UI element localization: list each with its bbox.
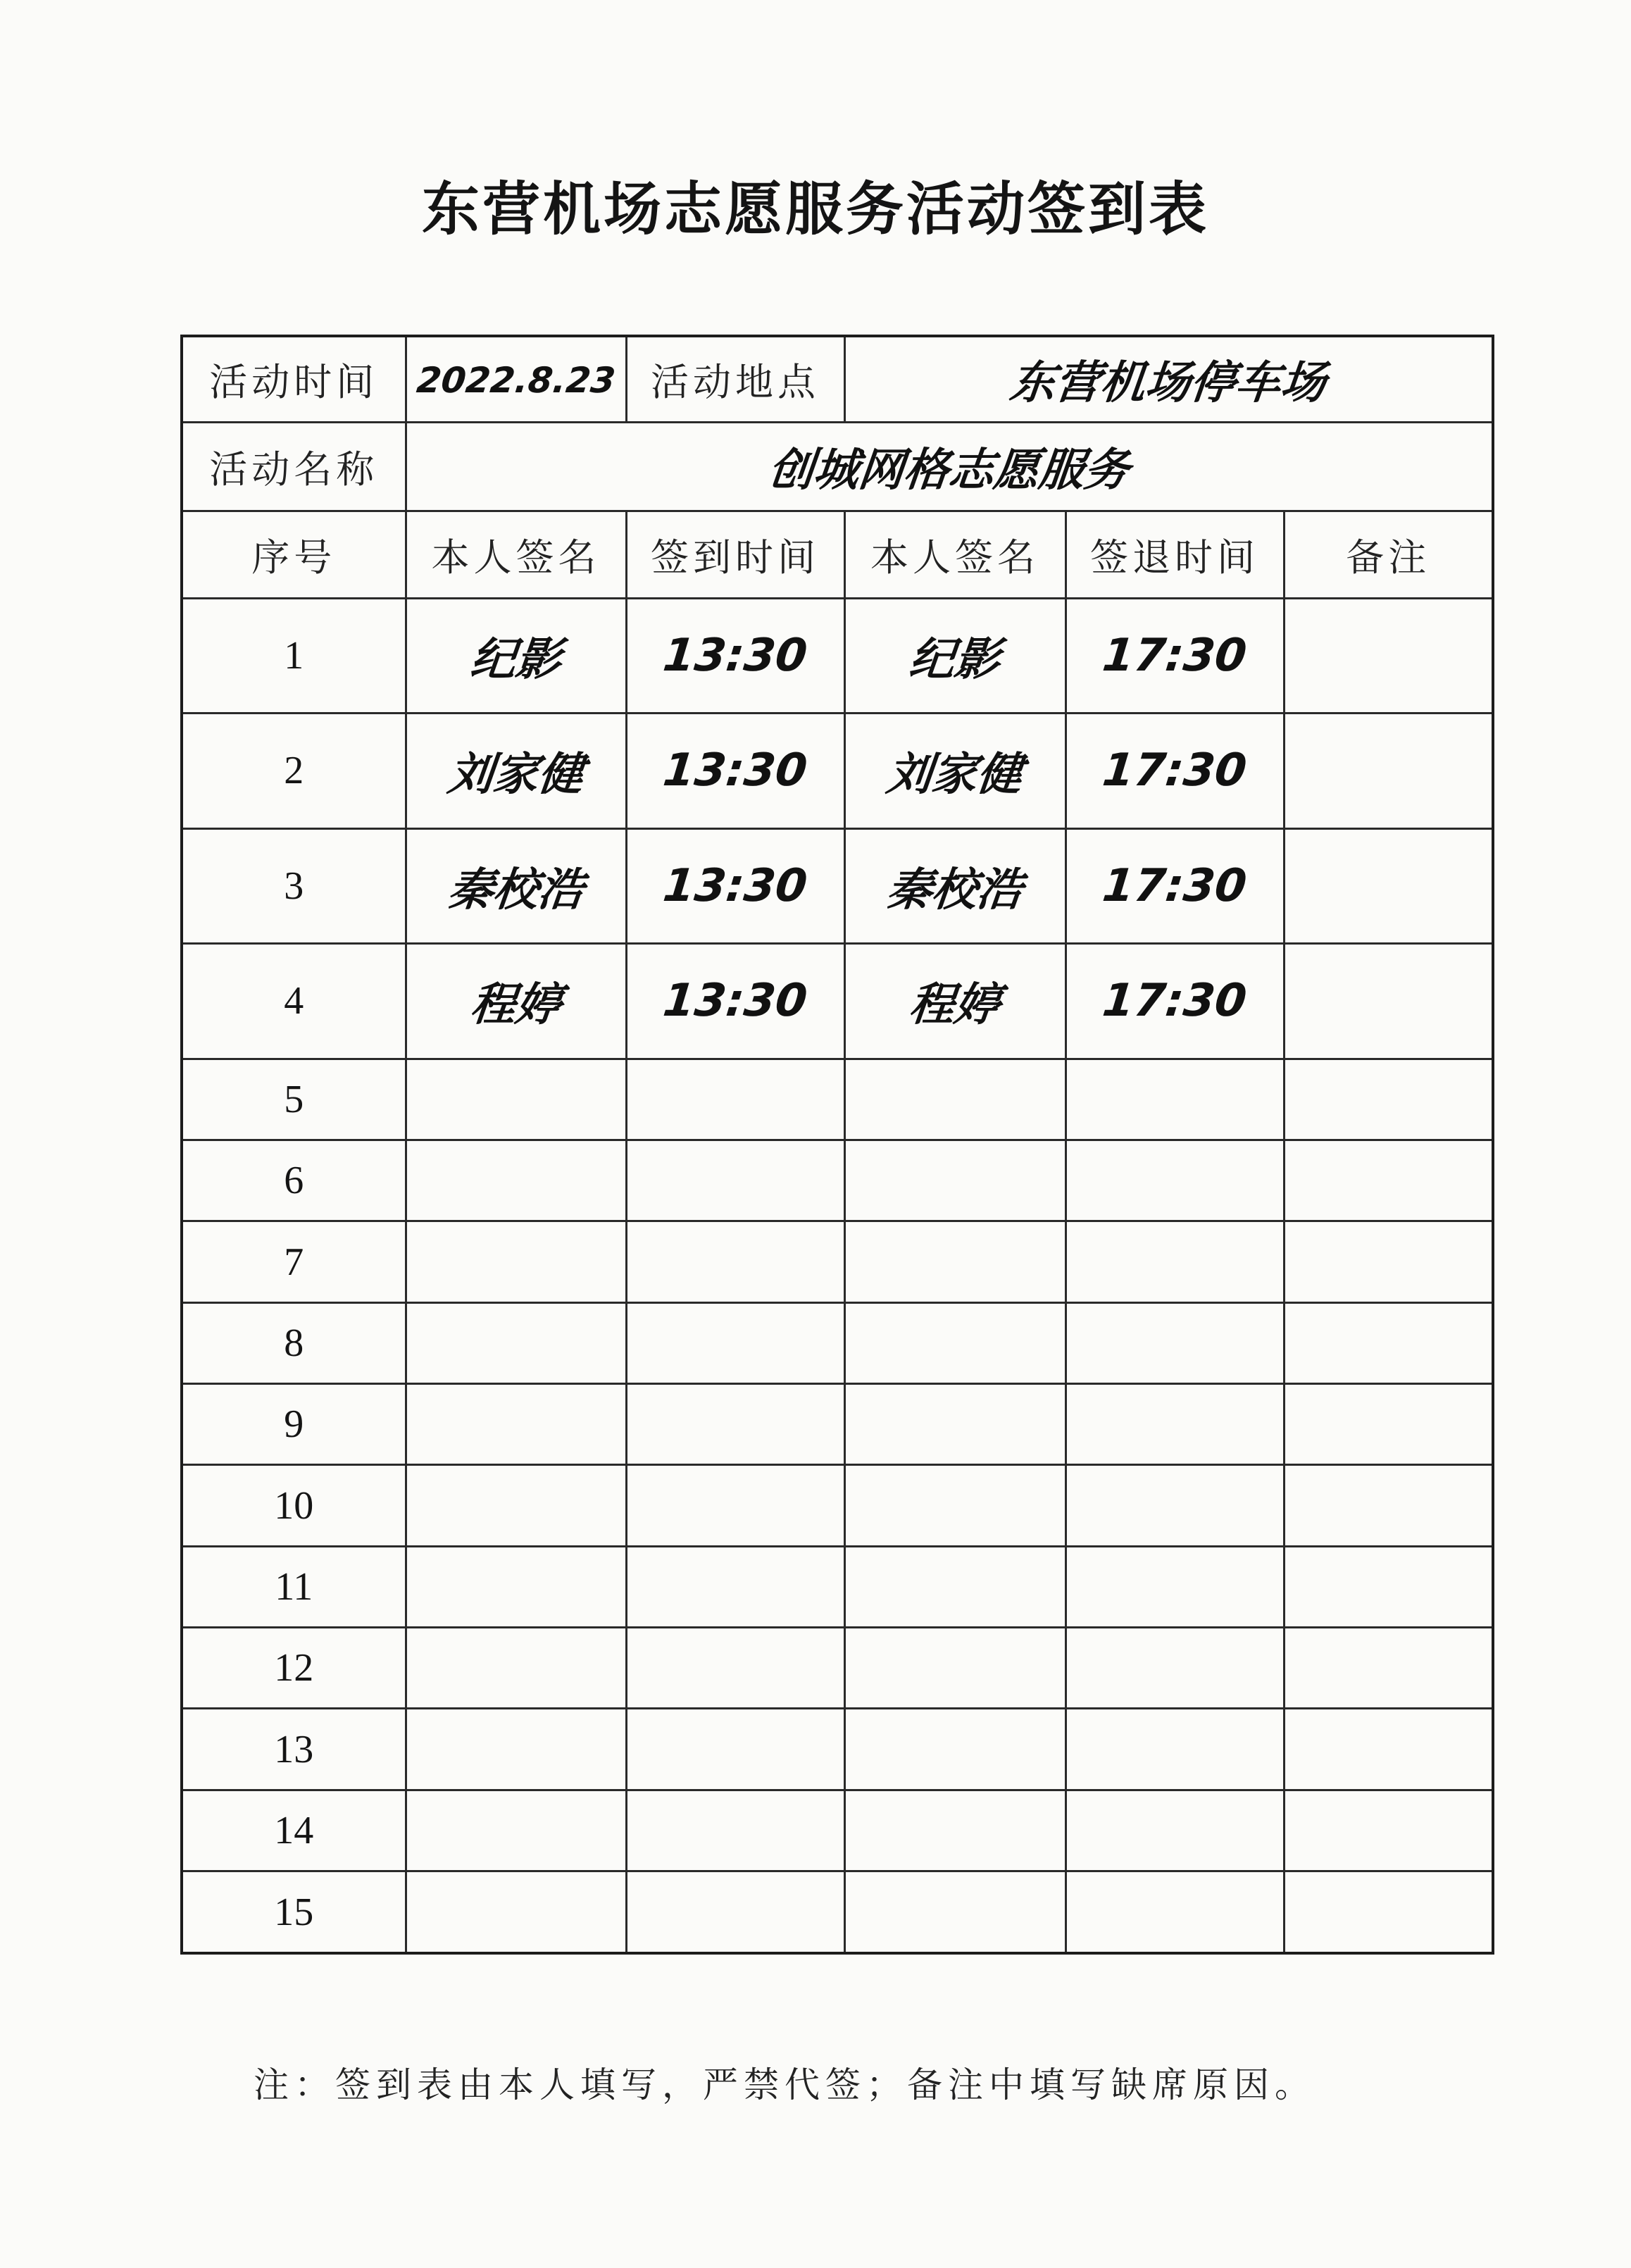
sign-in-time[interactable]: [626, 1302, 844, 1383]
sign-out-time-text: 17:30: [1100, 975, 1249, 1028]
sign-out-time[interactable]: [1066, 1465, 1284, 1546]
row-number-text: 3: [284, 864, 304, 908]
row-number: [182, 1465, 406, 1546]
row-number-text: 10: [274, 1483, 314, 1528]
remark-cell[interactable]: [1284, 1059, 1493, 1140]
sign-out-signature[interactable]: [844, 828, 1066, 944]
row-number-text: 4: [284, 979, 304, 1023]
sign-out-time[interactable]: [1066, 598, 1284, 714]
sign-out-signature[interactable]: [844, 1628, 1066, 1709]
sign-out-time[interactable]: [1066, 944, 1284, 1059]
activity-name-value[interactable]: [406, 422, 1493, 511]
row-number-text: 12: [274, 1646, 314, 1690]
sign-in-time[interactable]: [626, 1628, 844, 1709]
remark-cell[interactable]: [1284, 1871, 1493, 1953]
table-row: [182, 944, 1493, 1059]
sign-out-signature-text: 程婷: [906, 979, 1003, 1032]
info-row-name: [182, 422, 1493, 511]
sign-in-signature-text: 纪影: [467, 633, 563, 686]
table-row: [182, 1059, 1493, 1140]
sign-in-time-text: 13:30: [661, 859, 810, 912]
sign-out-time[interactable]: [1066, 1221, 1284, 1302]
remark-cell[interactable]: [1284, 944, 1493, 1059]
sign-in-signature[interactable]: [406, 1628, 626, 1709]
sign-in-time[interactable]: [626, 828, 844, 944]
table-row: [182, 1221, 1493, 1302]
sign-in-time-text: 13:30: [661, 975, 810, 1028]
sign-in-signature[interactable]: [406, 1140, 626, 1221]
row-number: [182, 1384, 406, 1465]
sign-out-time[interactable]: [1066, 1384, 1284, 1465]
sign-in-signature-text: 刘家健: [444, 749, 586, 802]
row-number-text: 7: [284, 1240, 304, 1284]
row-number: [182, 714, 406, 829]
sign-out-time[interactable]: [1066, 1871, 1284, 1953]
sign-out-signature[interactable]: [844, 1790, 1066, 1871]
sign-out-signature[interactable]: [844, 1465, 1066, 1546]
sign-out-time[interactable]: [1066, 828, 1284, 944]
table-row: [182, 1465, 1493, 1546]
sign-in-time[interactable]: [626, 1384, 844, 1465]
sign-out-signature[interactable]: [844, 944, 1066, 1059]
row-number-text: 8: [284, 1321, 304, 1365]
activity-place-label: 活动地点: [626, 336, 844, 422]
sign-in-time-text: 13:30: [661, 629, 810, 682]
table-row: [182, 1790, 1493, 1871]
sign-in-signature[interactable]: [406, 714, 626, 829]
sign-in-signature[interactable]: [406, 598, 626, 714]
table-row: [182, 714, 1493, 829]
table-row: [182, 1302, 1493, 1383]
remark-cell[interactable]: [1284, 1465, 1493, 1546]
sign-in-time[interactable]: [626, 1709, 844, 1790]
header-no: 序号: [182, 511, 406, 598]
table-row: [182, 1709, 1493, 1790]
remark-cell[interactable]: [1284, 714, 1493, 829]
sign-in-signature[interactable]: [406, 1546, 626, 1627]
table-row: [182, 1871, 1493, 1953]
sign-in-signature[interactable]: [406, 1302, 626, 1383]
row-number-text: 9: [284, 1402, 304, 1447]
row-number: [182, 1546, 406, 1627]
sign-in-signature[interactable]: [406, 1384, 626, 1465]
row-number: [182, 1221, 406, 1302]
sign-out-signature[interactable]: [844, 1302, 1066, 1383]
sign-out-time-text: 17:30: [1100, 629, 1249, 682]
table-row: [182, 1140, 1493, 1221]
activity-place-value[interactable]: [844, 336, 1493, 422]
row-number-text: 15: [274, 1890, 314, 1934]
row-number: [182, 1871, 406, 1953]
row-number: [182, 598, 406, 714]
activity-time-value[interactable]: [406, 336, 626, 422]
sign-out-signature-text: 秦校浩: [884, 864, 1025, 916]
sign-in-time[interactable]: [626, 714, 844, 829]
header-sign-out-time: 签退时间: [1066, 511, 1284, 598]
activity-name-text: 创城网格志愿服务: [765, 444, 1132, 497]
sign-in-time[interactable]: [626, 1221, 844, 1302]
sign-in-signature[interactable]: [406, 1871, 626, 1953]
sign-in-signature[interactable]: [406, 944, 626, 1059]
sign-out-time[interactable]: [1066, 1709, 1284, 1790]
remark-cell[interactable]: [1284, 1384, 1493, 1465]
remark-cell[interactable]: [1284, 828, 1493, 944]
row-number-text: 14: [274, 1808, 314, 1852]
row-number-text: 11: [275, 1564, 313, 1609]
sign-in-time[interactable]: [626, 1140, 844, 1221]
row-number: [182, 944, 406, 1059]
table-row: [182, 828, 1493, 944]
row-number: [182, 1709, 406, 1790]
sign-out-time-text: 17:30: [1100, 744, 1249, 797]
sign-out-signature-text: 刘家健: [884, 749, 1025, 802]
info-row-time-place: [182, 336, 1493, 422]
header-row: [182, 511, 1493, 598]
row-number: [182, 1790, 406, 1871]
sign-out-time[interactable]: [1066, 1790, 1284, 1871]
sign-out-time[interactable]: [1066, 1140, 1284, 1221]
sign-out-signature[interactable]: [844, 598, 1066, 714]
remark-cell[interactable]: [1284, 1709, 1493, 1790]
sign-out-signature[interactable]: [844, 1546, 1066, 1627]
table-row: [182, 1384, 1493, 1465]
sign-in-time[interactable]: [626, 1546, 844, 1627]
sign-in-table: [180, 335, 1494, 1955]
row-number: [182, 1140, 406, 1221]
sign-out-signature-text: 纪影: [906, 633, 1003, 686]
sign-in-signature[interactable]: [406, 1221, 626, 1302]
row-number: [182, 1302, 406, 1383]
row-number-text: 13: [274, 1727, 314, 1771]
sign-in-signature-text: 秦校浩: [444, 864, 586, 916]
table-row: [182, 1546, 1493, 1627]
row-number-text: 1: [284, 633, 304, 678]
remark-cell[interactable]: [1284, 598, 1493, 714]
sign-in-signature[interactable]: [406, 828, 626, 944]
activity-time-text: 2022.8.23: [414, 359, 618, 401]
row-number: [182, 1059, 406, 1140]
sign-in-time[interactable]: [626, 1871, 844, 1953]
sign-in-time[interactable]: [626, 1059, 844, 1140]
footer-note: 注：签到表由本人填写，严禁代签；备注中填写缺席原因。: [254, 2064, 1316, 2105]
sign-out-signature[interactable]: [844, 1871, 1066, 1953]
sign-out-time[interactable]: [1066, 1628, 1284, 1709]
sign-in-time[interactable]: [626, 944, 844, 1059]
sign-out-signature[interactable]: [844, 1140, 1066, 1221]
row-number-text: 5: [284, 1077, 304, 1121]
sign-out-time[interactable]: [1066, 1059, 1284, 1140]
row-number: [182, 828, 406, 944]
sign-in-signature[interactable]: [406, 1790, 626, 1871]
remark-cell[interactable]: [1284, 1546, 1493, 1627]
sign-out-time[interactable]: [1066, 1546, 1284, 1627]
row-number-text: 6: [284, 1159, 304, 1203]
header-remark: 备注: [1284, 511, 1493, 598]
page-title: 东营机场志愿服务活动签到表: [421, 176, 1209, 243]
sign-out-signature[interactable]: [844, 1059, 1066, 1140]
activity-name-label: 活动名称: [182, 422, 406, 511]
remark-cell[interactable]: [1284, 1790, 1493, 1871]
sign-out-signature[interactable]: [844, 714, 1066, 829]
sign-in-time-text: 13:30: [661, 744, 810, 797]
sign-out-signature[interactable]: [844, 1709, 1066, 1790]
sign-in-time[interactable]: [626, 1790, 844, 1871]
sign-in-signature-text: 程婷: [467, 979, 563, 1032]
sign-out-time-text: 17:30: [1100, 859, 1249, 912]
table-row: [182, 598, 1493, 714]
remark-cell[interactable]: [1284, 1628, 1493, 1709]
sign-out-signature[interactable]: [844, 1221, 1066, 1302]
table-row: [182, 1628, 1493, 1709]
sign-out-time[interactable]: [1066, 1302, 1284, 1383]
remark-cell[interactable]: [1284, 1221, 1493, 1302]
sign-out-signature[interactable]: [844, 1384, 1066, 1465]
sign-in-time[interactable]: [626, 1465, 844, 1546]
remark-cell[interactable]: [1284, 1140, 1493, 1221]
header-sign-in-time: 签到时间: [626, 511, 844, 598]
remark-cell[interactable]: [1284, 1302, 1493, 1383]
sign-in-time[interactable]: [626, 598, 844, 714]
sign-in-signature[interactable]: [406, 1059, 626, 1140]
sign-out-time[interactable]: [1066, 714, 1284, 829]
activity-place-text: 东营机场停车场: [1007, 357, 1329, 410]
row-number-text: 2: [284, 749, 304, 793]
header-sign-in-name: 本人签名: [406, 511, 626, 598]
row-number: [182, 1628, 406, 1709]
header-sign-out-name: 本人签名: [844, 511, 1066, 598]
sign-in-signature[interactable]: [406, 1709, 626, 1790]
activity-time-label: 活动时间: [182, 336, 406, 422]
sign-in-signature[interactable]: [406, 1465, 626, 1546]
